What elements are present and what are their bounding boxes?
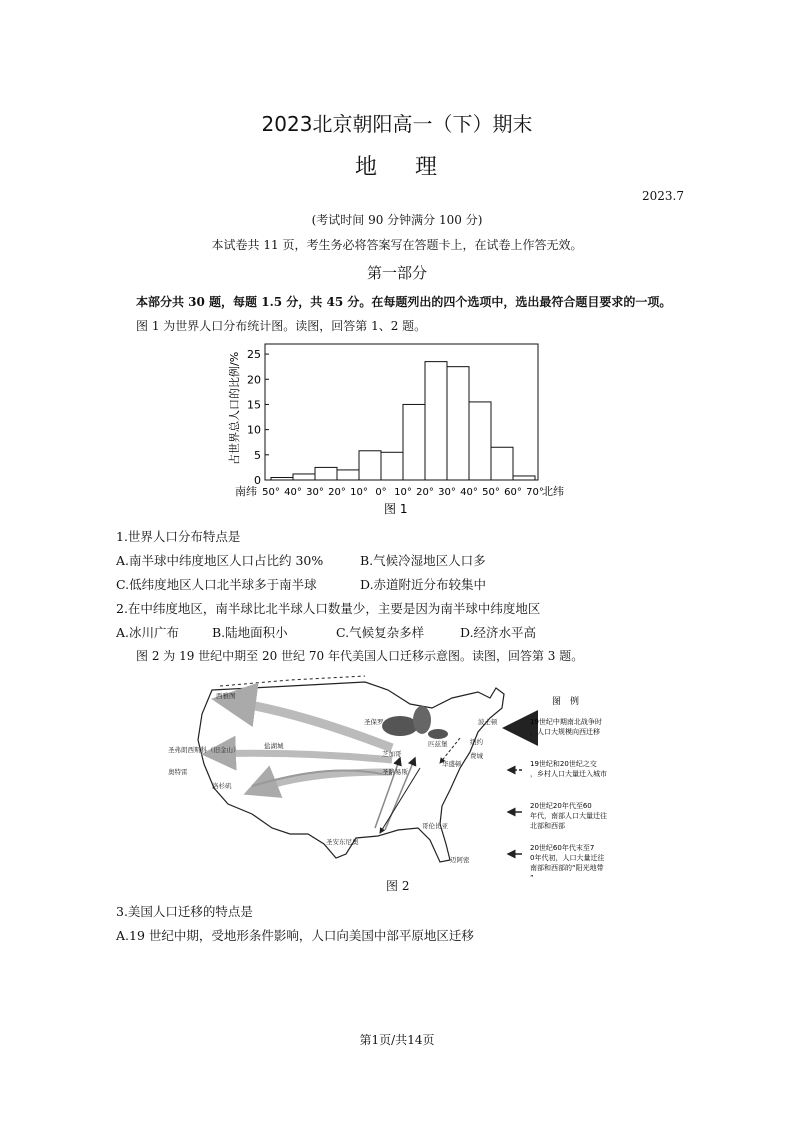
legend-text: 20世纪20年代至60 [530,802,592,810]
y-tick-label: 0 [254,474,261,487]
q1-stem: 1.世界人口分布特点是 [116,529,241,544]
legend-text: 19世纪中期南北战争时 [530,718,602,726]
legend-text: ” [530,874,534,882]
legend-text: 0年代初，人口大量迁往 [530,854,605,862]
bar-10S-0 [359,451,381,480]
y-tick-label: 15 [247,398,261,412]
x-tick-label: 50° [482,487,500,498]
x-tick-label: 70° [526,487,544,498]
bar-40S-30S [293,474,315,480]
x-tick-label: 40° [460,487,478,498]
x-tick-label: 0° [375,487,387,498]
x-tick-label: 10° [350,487,368,498]
x-tick-label: 40° [284,487,302,498]
q1-option-b: B.气候冷湿地区人口多 [360,553,486,568]
q2-option-b: B.陆地面积小 [212,625,288,640]
bar-30N-40N [447,367,469,480]
legend-text: ，人口大规模向西迁移 [530,728,600,736]
q2-option-a: A.冰川广布 [116,625,180,640]
legend-text: 北部和西部 [530,822,565,830]
subject-char-2: 理 [415,155,440,180]
page-number: 第1页/共14页 [359,1033,435,1047]
city-label: 圣路易斯 [382,768,408,776]
exam-date: 2023.7 [642,189,684,203]
q1-option-d: D.赤道附近分布较集中 [360,577,487,592]
city-label: 纽约 [470,738,483,746]
subject-char-1: 地 [354,155,379,180]
city-label: 哥伦比亚 [422,822,448,830]
bar-50S-40S [271,477,293,480]
bar-60N-70N [513,476,535,480]
city-label: 芝加哥 [382,750,402,758]
migration-map [160,668,630,882]
bar-50N-60N [491,447,513,480]
instruction: 本试卷共 11 页，考生务必将答案写在答题卡上，在试卷上作答无效。 [211,238,583,252]
part-intro: 本部分共 30 题，每题 1.5 分，共 45 分。在每题列出的四个选项中，选出最符合题目要求的一项。 [136,295,672,309]
bar-10N-20N [403,404,425,480]
legend-text: 20世纪60年代末至7 [530,844,595,852]
subject-title [0,150,794,181]
city-label: 盐湖城 [264,742,284,750]
y-tick-label: 20 [247,373,261,387]
x-tick-label: 10° [394,487,412,498]
city-label: 匹兹堡 [428,740,448,748]
legend-title: 图 例 [552,697,580,707]
q2-option-c: C.气候复杂多样 [336,625,425,640]
legend-text: 19世纪和20世纪之交 [530,760,597,768]
city-label: 奥特雷 [168,768,188,776]
bar-30S-20S [315,467,337,480]
q2-stem: 2.在中纬度地区，南半球比北半球人口数量少，主要是因为南半球中纬度地区 [116,601,541,616]
exam-title: 2023北京朝阳高一（下）期末 [261,112,533,136]
legend-text: 年代，南部人口大量迁往 [530,812,607,820]
x-tick-label: 20° [416,487,434,498]
city-label: 华盛顿 [442,760,462,768]
fig2-intro: 图 2 为 19 世纪中期至 20 世纪 70 年代美国人口迁移示意图。读图，回答第 3 题。 [136,649,584,663]
q1-option-a: A.南半球中纬度地区人口占比约 30% [116,553,324,568]
chart-ylabel: 占世界总人口的比例/% [228,351,241,465]
part-title: 第一部分 [366,264,427,282]
bar-40N-50N [469,402,491,480]
q3-stem: 3.美国人口迁移的特点是 [116,904,253,919]
q3-option-a: A.19 世纪中期，受地形条件影响，人口向美国中部平原地区迁移 [116,928,474,943]
chart-xlabel-right: 北纬 [542,485,564,498]
fig2-caption: 图 2 [386,879,410,893]
city-label: 圣保罗 [364,718,384,726]
time-note: (考试时间 90 分钟满分 100 分) [311,213,483,227]
q1-option-c: C.低纬度地区人口北半球多于南半球 [116,577,317,592]
q2-option-d: D.经济水平高 [460,625,537,640]
population-chart [222,340,562,520]
bar-20N-30N [425,362,447,480]
y-tick-label: 25 [247,348,261,362]
city-label: 西雅图 [216,692,236,700]
bar-20S-10S [337,470,359,480]
city-label: 波士顿 [478,718,498,726]
city-label: 圣安东尼奥 [326,838,359,846]
city-label: 迈阿密 [450,856,470,864]
city-label: 圣弗朗西斯科（旧金山） [168,746,240,754]
x-tick-label: 30° [438,487,456,498]
y-tick-label: 10 [247,423,261,437]
city-label: 洛杉矶 [212,782,232,790]
city-label: 费城 [470,752,483,760]
x-tick-label: 30° [306,487,324,498]
y-tick-label: 5 [254,448,261,462]
great-lakes [382,716,418,736]
legend-text: 南部和西部的“阳光地带 [530,864,604,872]
bar-0-10N [381,452,403,480]
x-tick-label: 60° [504,487,522,498]
legend-text: ，乡村人口大量迁入城市 [530,770,607,778]
x-tick-label: 20° [328,487,346,498]
chart-caption: 图 1 [384,502,408,516]
chart-xlabel-left: 南纬 [235,485,257,498]
fig1-intro: 图 1 为世界人口分布统计图。读图，回答第 1、2 题。 [136,319,427,333]
x-tick-label: 50° [262,487,280,498]
